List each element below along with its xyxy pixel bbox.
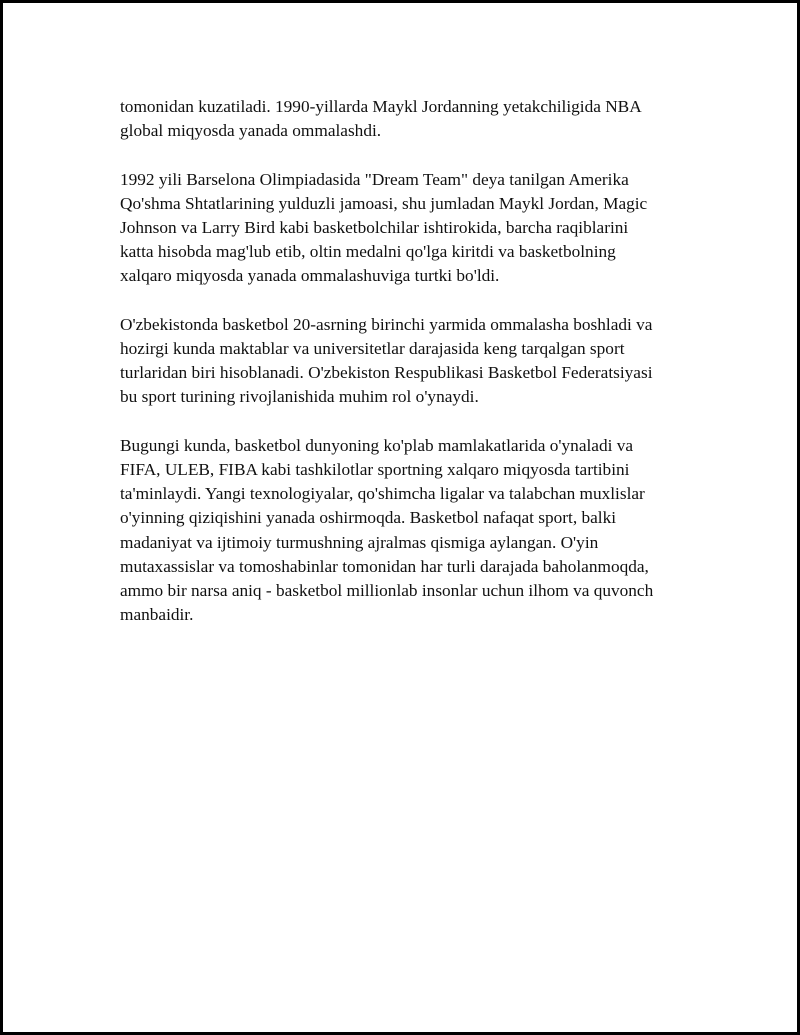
text-line: FIFA, ULEB, FIBA kabi tashkilotlar sportning xalqaro miqyosda tartibini bbox=[120, 460, 630, 479]
text-line: manbaidir. bbox=[120, 605, 194, 625]
text-line: ta'minlaydi. Yangi texnologiyalar, qo'shimcha ligalar va talabchan muxlislar bbox=[120, 484, 645, 504]
text-line: hozirgi kunda maktablar va universitetlar darajasida keng tarqalgan sport bbox=[120, 339, 625, 358]
text-line: ammo bir narsa aniq - basketbol millionlab insonlar uchun ilhom va quvonch bbox=[120, 581, 654, 601]
text-line: O'zbekistonda basketbol 20-asrning birinchi yarmida ommalasha boshladi va bbox=[120, 314, 653, 334]
text-line: xalqaro miqyosda yanada ommalashuviga turtki bo'ldi. bbox=[120, 266, 500, 286]
text-line: Johnson va Larry Bird kabi basketbolchilar ishtirokida, barcha raqiblarini bbox=[120, 218, 629, 237]
text-line: mutaxassislar va tomoshabinlar tomonidan har turli darajada baholanmoqda, bbox=[120, 556, 649, 576]
text-line: katta hisobda mag'lub etib, oltin medalni qo'lga kiritdi va basketbolning bbox=[120, 242, 616, 262]
paragraph-1 bbox=[120, 95, 696, 143]
text-line: Qo'shma Shtatlarining yulduzli jamoasi, shu jumladan Maykl Jordan, Magic bbox=[120, 193, 648, 213]
text-line: global miqyosda yanada ommalashdi. bbox=[120, 121, 382, 141]
text-line: tomonidan kuzatiladi. 1990-yillarda Maykl Jordanning yetakchiligida NBA bbox=[120, 97, 642, 116]
text-line: turlaridan biri hisoblanadi. O'zbekiston Respublikasi Basketbol Federatsiyasi bbox=[120, 363, 653, 383]
text-line: bu sport turining rivojlanishida muhim rol o'ynaydi. bbox=[120, 387, 479, 407]
document-body bbox=[120, 95, 696, 652]
text-line: o'yinning qiziqishini yanada oshirmoqda. Basketbol nafaqat sport, balki bbox=[120, 508, 617, 528]
text-line: 1992 yili Barselona Olimpiadasida "Dream Team" deya tanilgan Amerika bbox=[120, 169, 629, 189]
paragraph-4 bbox=[120, 434, 696, 628]
text-line: Bugungi kunda, basketbol dunyoning ko'plab mamlakatlarida o'ynaladi va bbox=[120, 435, 634, 455]
text-line: madaniyat va ijtimoiy turmushning ajralmas qismiga aylangan. O'yin bbox=[120, 532, 599, 552]
paragraph-3 bbox=[120, 313, 696, 410]
paragraph-2 bbox=[120, 168, 696, 289]
